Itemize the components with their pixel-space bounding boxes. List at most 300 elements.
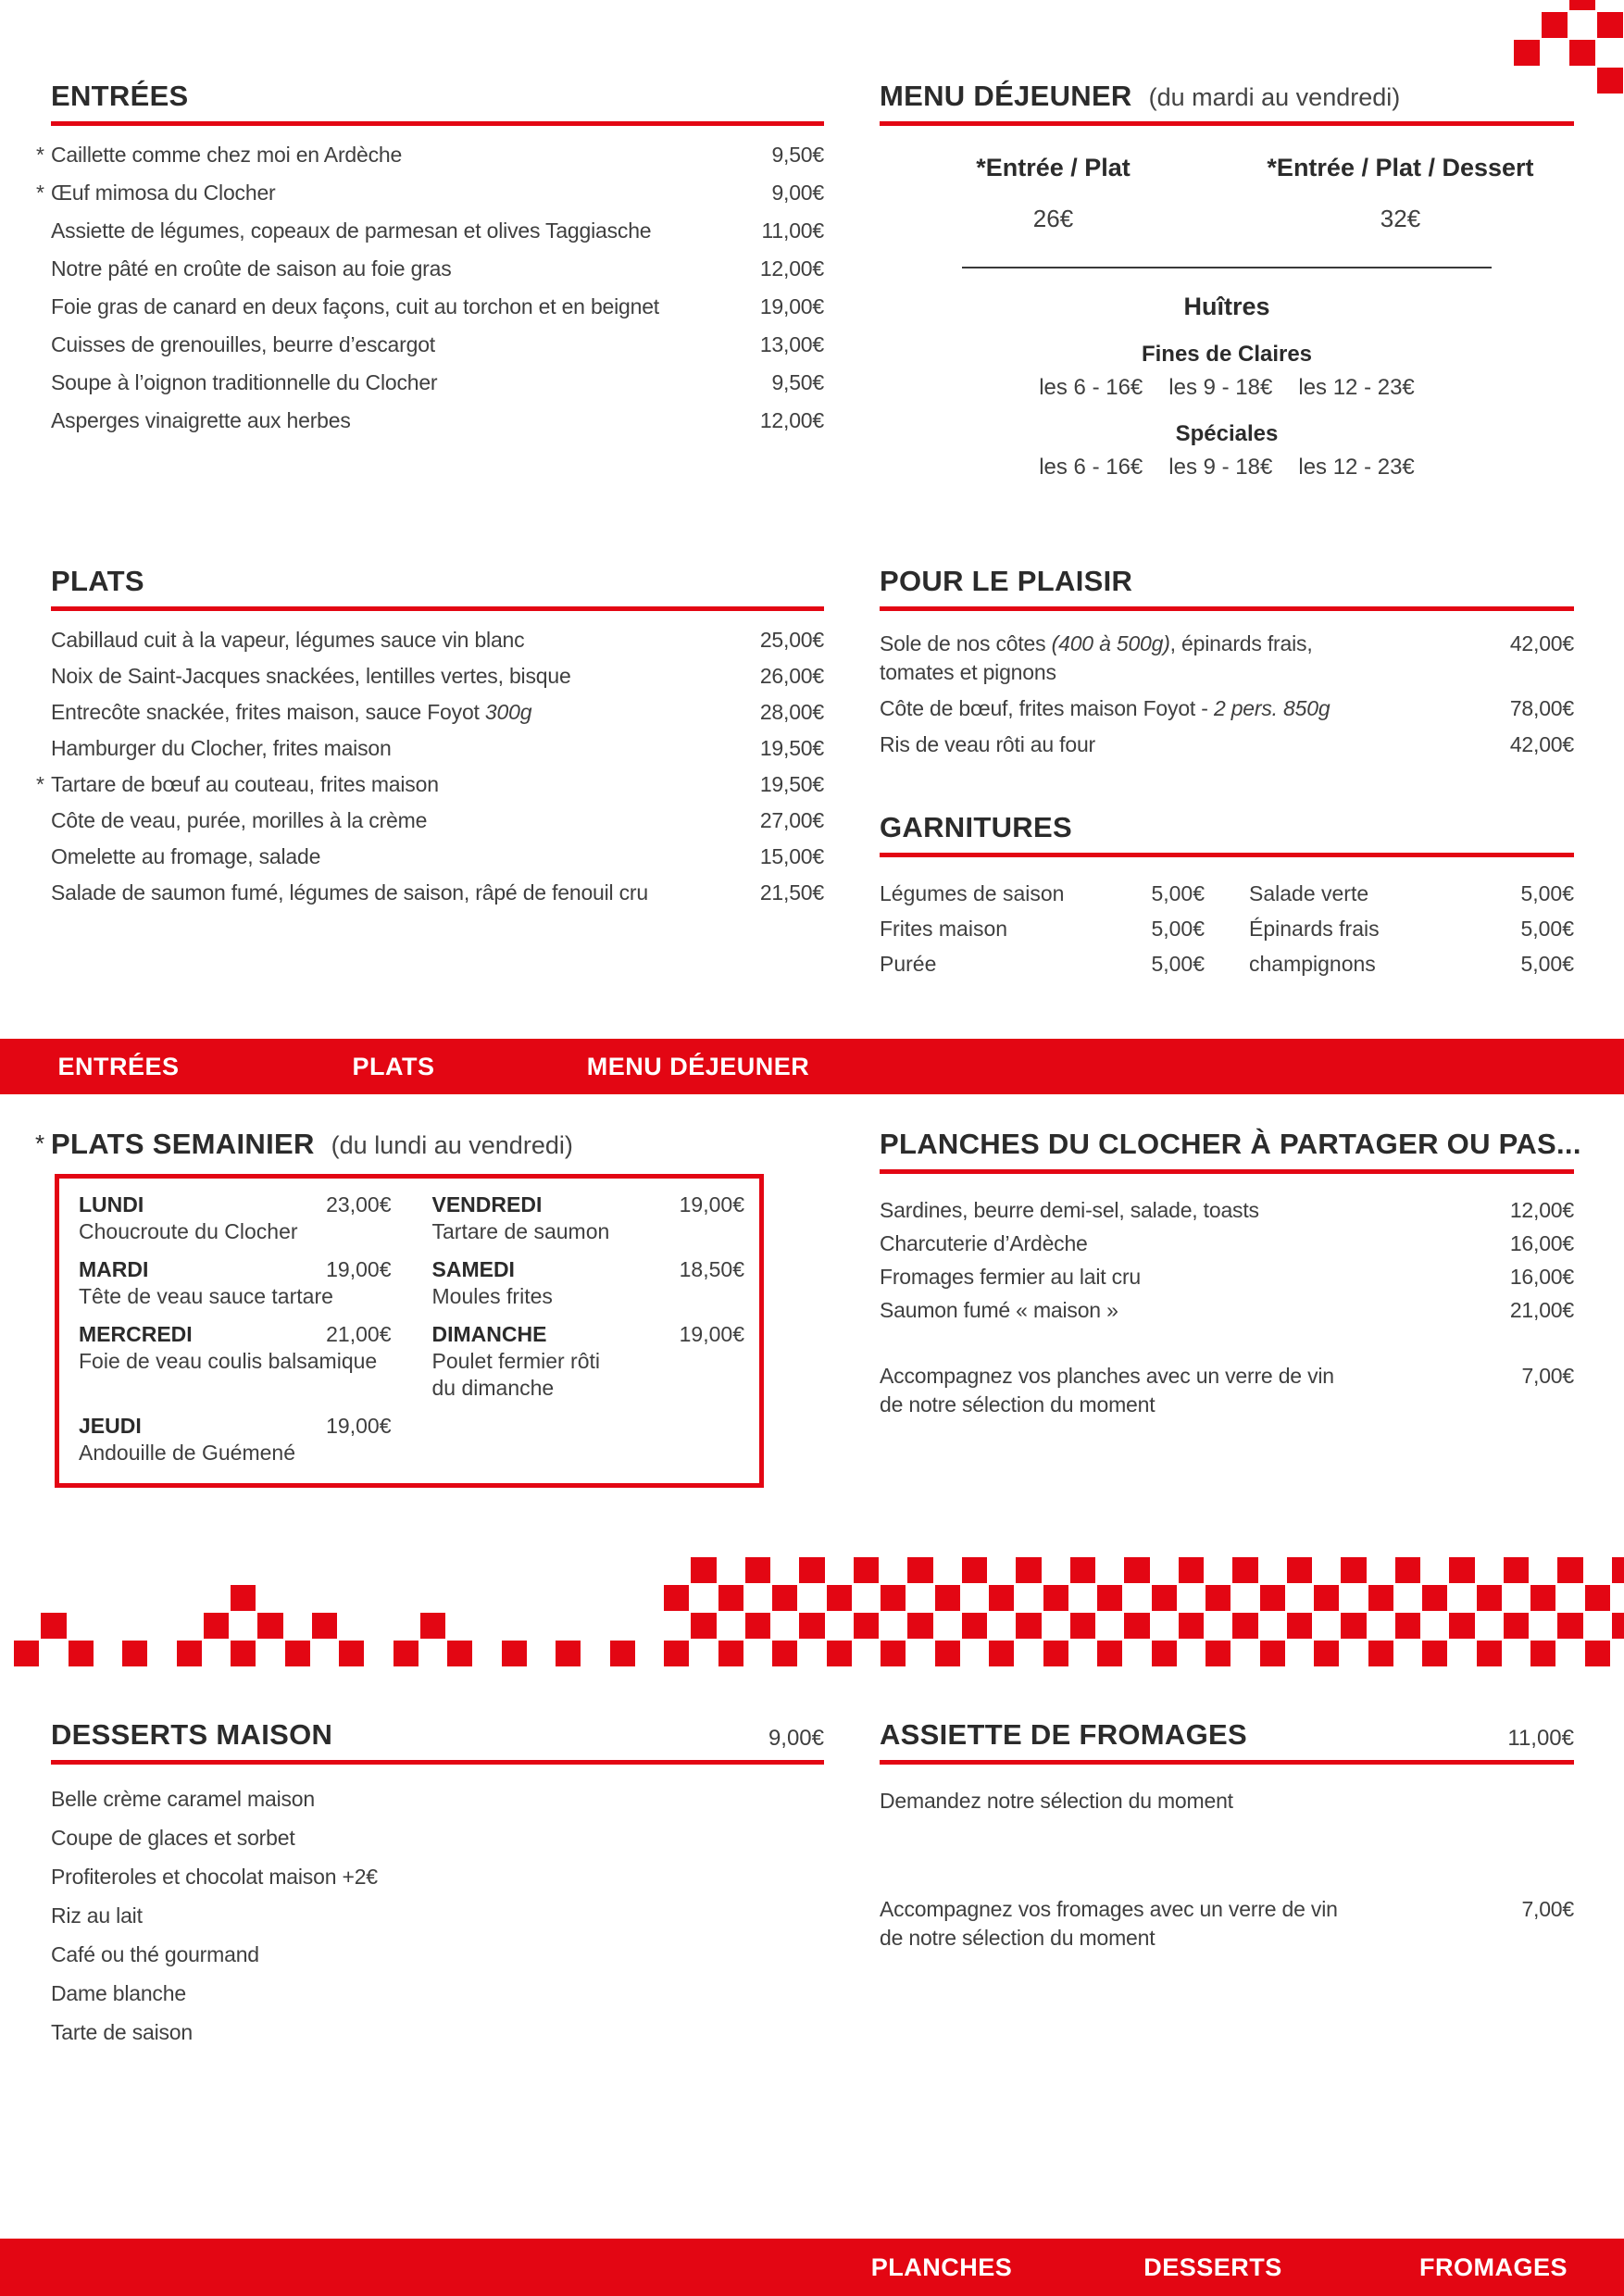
- checker-square: [881, 1585, 906, 1611]
- checker-square: [691, 1557, 716, 1583]
- menu-item: [51, 293, 824, 321]
- checker-square: [881, 1641, 906, 1666]
- item-price: 21,50€: [759, 880, 824, 905]
- checker-square: [204, 1613, 229, 1639]
- checker-square: [312, 1613, 337, 1639]
- item-name: [51, 842, 320, 871]
- checker-square: [1287, 1557, 1312, 1583]
- item-text: Soupe à l’oignon traditionnelle du Clocher: [51, 370, 438, 394]
- red-rule: [880, 1760, 1574, 1765]
- checker-square: [664, 1641, 689, 1666]
- section-pour-le-plaisir: [880, 565, 1574, 759]
- red-rule: [880, 121, 1574, 126]
- item-name: Demandez notre sélection du moment: [880, 1789, 1233, 1813]
- checker-square: [718, 1641, 743, 1666]
- section-title: GARNITURES: [880, 811, 1072, 843]
- item-name: [51, 879, 648, 907]
- item-line: [880, 1263, 1141, 1292]
- item-line: [51, 842, 320, 871]
- fromages-note: [880, 1895, 1574, 1953]
- oyster-sizes: [880, 455, 1574, 480]
- checker-square: [339, 1641, 364, 1666]
- checker-square: [1314, 1641, 1339, 1666]
- checker-square: [1449, 1613, 1474, 1639]
- red-rule: [51, 121, 824, 126]
- menu-item: [51, 879, 824, 907]
- item-note-italic: (400 à 500g): [1051, 631, 1170, 655]
- checker-square: [1597, 12, 1623, 38]
- item-price: 12,00€: [1509, 1198, 1574, 1222]
- checker-square: [1124, 1613, 1149, 1639]
- item-line: [880, 1229, 1088, 1258]
- item-line: [51, 255, 452, 283]
- item-price: 12,00€: [759, 408, 824, 432]
- menu-item: [880, 1787, 1574, 1816]
- oyster-size-price: les 12 - 23€: [1298, 455, 1415, 480]
- item-line: [51, 331, 435, 359]
- weekday-dish: Choucroute du Clocher: [79, 1219, 298, 1243]
- item-text: Salade de saumon fumé, légumes de saison, râpé de fenouil cru: [51, 880, 648, 905]
- section-title: PLANCHES DU CLOCHER À PARTAGER OU PAS...: [880, 1128, 1581, 1160]
- section-header: [51, 565, 824, 598]
- asterisk: *: [36, 772, 44, 796]
- menu-item: [880, 1229, 1574, 1258]
- section-header: [35, 1128, 776, 1161]
- garnish-name: Frites maison: [880, 917, 1008, 941]
- item-price: 12,00€: [759, 256, 824, 281]
- checker-square: [502, 1641, 527, 1666]
- item-name: [880, 1895, 1338, 1953]
- item-text: Sardines, beurre demi-sel, salade, toasts: [880, 1198, 1259, 1222]
- weekday-entry: [79, 1413, 392, 1466]
- item-text: tomates et pignons: [880, 660, 1056, 684]
- item-text: Entrecôte snackée, frites maison, sauce Foyot: [51, 700, 485, 724]
- oysters-varieties: [880, 342, 1574, 480]
- weekday-row: [79, 1321, 392, 1348]
- weekday-entry: [79, 1192, 392, 1245]
- red-rule: [880, 606, 1574, 611]
- section-subtitle: (du mardi au vendredi): [1148, 83, 1401, 111]
- red-rule: [880, 1169, 1574, 1174]
- item-text: Asperges vinaigrette aux herbes: [51, 408, 351, 432]
- section-header: [880, 811, 1574, 844]
- item-name: Dame blanche: [51, 1981, 186, 2005]
- section-header: [880, 1128, 1581, 1161]
- checker-square: [1097, 1585, 1122, 1611]
- menu-item: [51, 1785, 824, 1814]
- item-name: Café ou thé gourmand: [51, 1942, 259, 1966]
- weekday-name: MARDI: [79, 1257, 149, 1281]
- garnish-price: 5,00€: [1151, 881, 1205, 905]
- checker-square: [1530, 1641, 1555, 1666]
- menu-item: [51, 406, 824, 435]
- item-text: Ris de veau rôti au four: [880, 732, 1095, 756]
- checker-square: [394, 1641, 418, 1666]
- menu-item: [880, 1263, 1574, 1292]
- checker-square: [1260, 1641, 1285, 1666]
- item-text: de notre sélection du moment: [880, 1926, 1156, 1950]
- checker-square: [962, 1557, 987, 1583]
- checker-square: [1422, 1585, 1447, 1611]
- item-line: [51, 806, 427, 835]
- section-header: [51, 80, 824, 113]
- garnish-item: [1249, 876, 1574, 911]
- checker-square: [1557, 1613, 1582, 1639]
- item-text: Assiette de légumes, copeaux de parmesan et olives Taggiasche: [51, 218, 652, 243]
- planches-note: [880, 1362, 1574, 1419]
- item-name: [51, 698, 531, 727]
- weekday-dish: Moules frites: [431, 1284, 553, 1308]
- checker-square: [1016, 1557, 1041, 1583]
- checker-square: [745, 1613, 770, 1639]
- section-title: ASSIETTE DE FROMAGES: [880, 1718, 1247, 1751]
- weekday-row: [79, 1192, 392, 1218]
- bottom-section-band: [0, 2239, 1624, 2296]
- oyster-size-price: les 12 - 23€: [1298, 375, 1415, 400]
- oyster-variety-name: Fines de Claires: [1141, 342, 1313, 367]
- weekday-row: [79, 1413, 392, 1440]
- garnitures-left-column: [880, 876, 1205, 981]
- section-subtitle: (du lundi au vendredi): [331, 1131, 573, 1159]
- formula-entree-plat: [880, 154, 1227, 233]
- section-title: PLATS SEMAINIER: [51, 1128, 315, 1160]
- item-price: 11,00€: [761, 218, 824, 243]
- garnish-name: Légumes de saison: [880, 881, 1065, 905]
- item-price: 19,50€: [759, 772, 824, 796]
- item-name: [51, 293, 659, 321]
- item-text: Côte de bœuf, frites maison Foyot -: [880, 696, 1214, 720]
- plats-item-list: [36, 626, 824, 907]
- band-label: MENU DÉJEUNER: [586, 1053, 810, 1080]
- oyster-variety-name: Spéciales: [1175, 421, 1279, 446]
- red-rule: [51, 1760, 824, 1765]
- item-name: [51, 806, 427, 835]
- checker-square: [1504, 1613, 1529, 1639]
- item-price: 13,00€: [759, 332, 824, 356]
- item-name: [880, 1296, 1118, 1325]
- checker-square: [1612, 1557, 1624, 1583]
- item-price: 78,00€: [1509, 696, 1574, 720]
- item-text: Sole de nos côtes: [880, 631, 1052, 655]
- divider: [962, 267, 1492, 268]
- item-line: [880, 630, 1313, 658]
- item-line: [880, 694, 1330, 723]
- checker-square: [745, 1557, 770, 1583]
- menu-item: [36, 179, 824, 207]
- item-line: [51, 217, 651, 245]
- checker-square: [69, 1641, 94, 1666]
- entrees-item-list: [36, 141, 824, 435]
- checker-square: [1341, 1557, 1366, 1583]
- item-line: [880, 730, 1095, 759]
- checker-square: [14, 1641, 39, 1666]
- item-price: 7,00€: [1521, 1364, 1574, 1388]
- checker-square: [827, 1641, 852, 1666]
- item-line: [880, 1895, 1338, 1924]
- red-rule: [51, 606, 824, 611]
- oyster-size-price: les 6 - 16€: [1039, 375, 1143, 400]
- checker-square: [935, 1585, 960, 1611]
- weekday-dish: Andouille de Guémené: [79, 1441, 295, 1465]
- section-price: 11,00€: [1507, 1726, 1574, 1751]
- menu-item: [36, 770, 824, 799]
- plaisir-item-list: [880, 630, 1574, 759]
- menu-item: [51, 1940, 824, 1969]
- menu-item: [51, 368, 824, 397]
- checker-square: [1585, 1585, 1610, 1611]
- checker-square: [772, 1585, 797, 1611]
- checker-square: [257, 1613, 282, 1639]
- menu-item: [51, 255, 824, 283]
- formula-label: *Entrée / Plat / Dessert: [1267, 154, 1534, 181]
- checker-square: [989, 1641, 1014, 1666]
- item-line: [51, 734, 392, 763]
- menu-item: [51, 2018, 824, 2047]
- menu-item: [51, 1979, 824, 2008]
- mid-section-band: [0, 1039, 1624, 1094]
- checker-square: [1124, 1557, 1149, 1583]
- item-line: [51, 662, 571, 691]
- oyster-sizes: [880, 375, 1574, 401]
- item-name: [51, 626, 524, 655]
- weekday-row: [432, 1321, 745, 1348]
- item-line: [880, 1196, 1259, 1225]
- section-header: [880, 80, 1574, 113]
- checker-square: [1043, 1585, 1068, 1611]
- checker-square: [799, 1613, 824, 1639]
- menu-item: [880, 730, 1574, 759]
- item-text: Hamburger du Clocher, frites maison: [51, 736, 392, 760]
- oysters-title: Huîtres: [1183, 293, 1270, 320]
- checker-square: [962, 1613, 987, 1639]
- checker-square: [556, 1641, 581, 1666]
- item-name: [880, 694, 1330, 723]
- item-line: [51, 368, 437, 397]
- item-name: [880, 730, 1095, 759]
- formulas: [880, 154, 1574, 233]
- item-price: 9,50€: [771, 370, 824, 394]
- item-price: 42,00€: [1509, 631, 1574, 655]
- section-garnitures: [880, 811, 1574, 981]
- section-plats-semainier: [35, 1128, 776, 1488]
- item-name: [51, 217, 651, 245]
- item-text: Saumon fumé « maison »: [880, 1298, 1118, 1322]
- item-line: [880, 1296, 1118, 1325]
- item-price: 16,00€: [1509, 1231, 1574, 1255]
- checkerboard-decoration: [0, 1556, 1624, 1667]
- checker-square: [285, 1641, 310, 1666]
- weekday-price: 19,00€: [679, 1192, 744, 1217]
- desserts-item-list: [51, 1785, 824, 2047]
- item-text: de notre sélection du moment: [880, 1392, 1156, 1416]
- item-text: Côte de veau, purée, morilles à la crème: [51, 808, 428, 832]
- item-name: [51, 662, 571, 691]
- item-name: [880, 1362, 1334, 1419]
- checker-square: [664, 1585, 689, 1611]
- item-price: 19,50€: [759, 736, 824, 760]
- garnish-price: 5,00€: [1151, 952, 1205, 976]
- checker-square: [1260, 1585, 1285, 1611]
- checker-square: [41, 1613, 66, 1639]
- garnish-item: [1249, 911, 1574, 946]
- item-price: 26,00€: [759, 664, 824, 688]
- weekday-dish: Poulet fermier rôti: [431, 1349, 601, 1373]
- item-price: 21,00€: [1509, 1298, 1574, 1322]
- checker-square: [1043, 1641, 1068, 1666]
- checker-square: [1477, 1585, 1502, 1611]
- section-desserts: [51, 1718, 824, 2047]
- item-text: Cabillaud cuit à la vapeur, légumes sauce vin blanc: [51, 628, 525, 652]
- checker-square: [1097, 1641, 1122, 1666]
- garnish-price: 5,00€: [1151, 917, 1205, 941]
- checker-square: [1569, 0, 1595, 10]
- weekday-price: 23,00€: [326, 1192, 392, 1217]
- section-header: [880, 1718, 1574, 1752]
- checker-square: [1395, 1557, 1420, 1583]
- garnish-item: [1249, 946, 1574, 981]
- section-planches: [880, 1128, 1581, 1419]
- asterisk: *: [36, 143, 44, 167]
- weekday-price: 19,00€: [679, 1322, 744, 1346]
- item-name: Riz au lait: [51, 1903, 143, 1928]
- weekday-dish: Tartare de saumon: [431, 1219, 610, 1243]
- section-price: 9,00€: [768, 1726, 824, 1751]
- checker-square: [799, 1557, 824, 1583]
- checker-square: [231, 1641, 256, 1666]
- item-price: 9,50€: [771, 143, 824, 167]
- checker-square: [1287, 1613, 1312, 1639]
- checker-square: [1206, 1641, 1230, 1666]
- item-name: [51, 734, 392, 763]
- item-name: [36, 770, 439, 799]
- item-text: Notre pâté en croûte de saison au foie gras: [51, 256, 452, 281]
- item-name: Profiteroles et chocolat maison +2€: [51, 1865, 378, 1889]
- section-menu-dejeuner: [880, 80, 1574, 480]
- checker-square: [772, 1641, 797, 1666]
- weekday-price: 18,50€: [679, 1257, 744, 1281]
- item-line: [51, 626, 524, 655]
- menu-item: [51, 1863, 824, 1891]
- checker-square: [1585, 1641, 1610, 1666]
- item-price: 25,00€: [759, 628, 824, 652]
- item-text: Fromages fermier au lait cru: [880, 1265, 1141, 1289]
- checker-square: [907, 1557, 932, 1583]
- section-title: ENTRÉES: [51, 80, 189, 112]
- item-text: Œuf mimosa du Clocher: [51, 181, 276, 205]
- item-line: [51, 179, 276, 207]
- checker-square: [1612, 1613, 1624, 1639]
- weekday-name: LUNDI: [79, 1192, 144, 1217]
- checker-square: [1152, 1585, 1177, 1611]
- item-text: Accompagnez vos planches avec un verre de vin: [880, 1364, 1334, 1388]
- checker-square: [1232, 1557, 1257, 1583]
- weekday-name: VENDREDI: [431, 1192, 543, 1217]
- checker-square: [1449, 1557, 1474, 1583]
- item-note-italic: 300g: [484, 700, 532, 724]
- checker-square: [1070, 1557, 1095, 1583]
- item-line: [51, 698, 531, 727]
- section-plats: [36, 565, 824, 907]
- checker-square: [1569, 40, 1595, 66]
- checker-square: [1179, 1613, 1204, 1639]
- section-entrees: [36, 80, 824, 435]
- menu-item: [51, 698, 824, 727]
- item-price: 19,00€: [759, 294, 824, 318]
- checker-square: [1557, 1557, 1582, 1583]
- band-label: PLANCHES: [870, 2253, 1013, 2281]
- item-price: 7,00€: [1521, 1897, 1574, 1921]
- weekday-entry: [79, 1256, 392, 1310]
- item-name: Coupe de glaces et sorbet: [51, 1826, 295, 1850]
- section-title: DESSERTS MAISON: [51, 1718, 333, 1751]
- menu-item: [51, 217, 824, 245]
- weekday-name: DIMANCHE: [431, 1322, 547, 1346]
- section-title: PLATS: [51, 565, 144, 597]
- item-line: [51, 141, 402, 169]
- item-name: [880, 630, 1313, 687]
- checker-square: [1395, 1613, 1420, 1639]
- formula-price: 32€: [1380, 205, 1421, 232]
- item-text: Cuisses de grenouilles, beurre d’escargot: [51, 332, 435, 356]
- checker-square: [718, 1585, 743, 1611]
- item-name: [51, 331, 435, 359]
- menu-item: [880, 1895, 1574, 1953]
- item-price: 28,00€: [759, 700, 824, 724]
- section-header: [880, 565, 1574, 598]
- item-name: [51, 406, 351, 435]
- oyster-size-price: les 9 - 18€: [1168, 455, 1273, 480]
- item-line: [880, 1362, 1334, 1391]
- section-title: MENU DÉJEUNER: [880, 80, 1132, 112]
- garnish-item: [880, 946, 1205, 981]
- asterisk: *: [35, 1129, 45, 1157]
- weekly-menu-grid: [79, 1192, 744, 1466]
- checker-square: [1232, 1613, 1257, 1639]
- checker-square: [1070, 1613, 1095, 1639]
- checker-square: [907, 1613, 932, 1639]
- item-price: 27,00€: [759, 808, 824, 832]
- weekday-entry: [79, 1321, 392, 1402]
- formula-price: 26€: [1032, 205, 1074, 232]
- checker-square: [1016, 1613, 1041, 1639]
- menu-item: [51, 1824, 824, 1853]
- menu-item: [51, 842, 824, 871]
- formula-entree-plat-dessert: [1227, 154, 1574, 233]
- formula-label: *Entrée / Plat: [976, 154, 1131, 181]
- checker-square: [1542, 12, 1568, 38]
- item-name: [36, 179, 276, 207]
- garnish-item: [880, 876, 1205, 911]
- item-name: [880, 1229, 1088, 1258]
- item-text: Foie gras de canard en deux façons, cuit au torchon et en beignet: [51, 294, 659, 318]
- section-title: POUR LE PLAISIR: [880, 565, 1133, 597]
- weekday-entry: [432, 1321, 745, 1402]
- section-header: [51, 1718, 824, 1752]
- item-name: [51, 368, 437, 397]
- checker-square: [1314, 1585, 1339, 1611]
- garnish-price: 5,00€: [1520, 952, 1574, 976]
- checker-square: [1179, 1557, 1204, 1583]
- section-fromages: [880, 1718, 1574, 1953]
- checker-square: [1504, 1557, 1529, 1583]
- weekday-price: 19,00€: [326, 1414, 392, 1438]
- checker-square: [1206, 1585, 1230, 1611]
- weekday-entry: [432, 1256, 745, 1310]
- weekday-row: [432, 1256, 745, 1283]
- checker-square: [1152, 1641, 1177, 1666]
- checker-square: [610, 1641, 635, 1666]
- garnish-item: [880, 911, 1205, 946]
